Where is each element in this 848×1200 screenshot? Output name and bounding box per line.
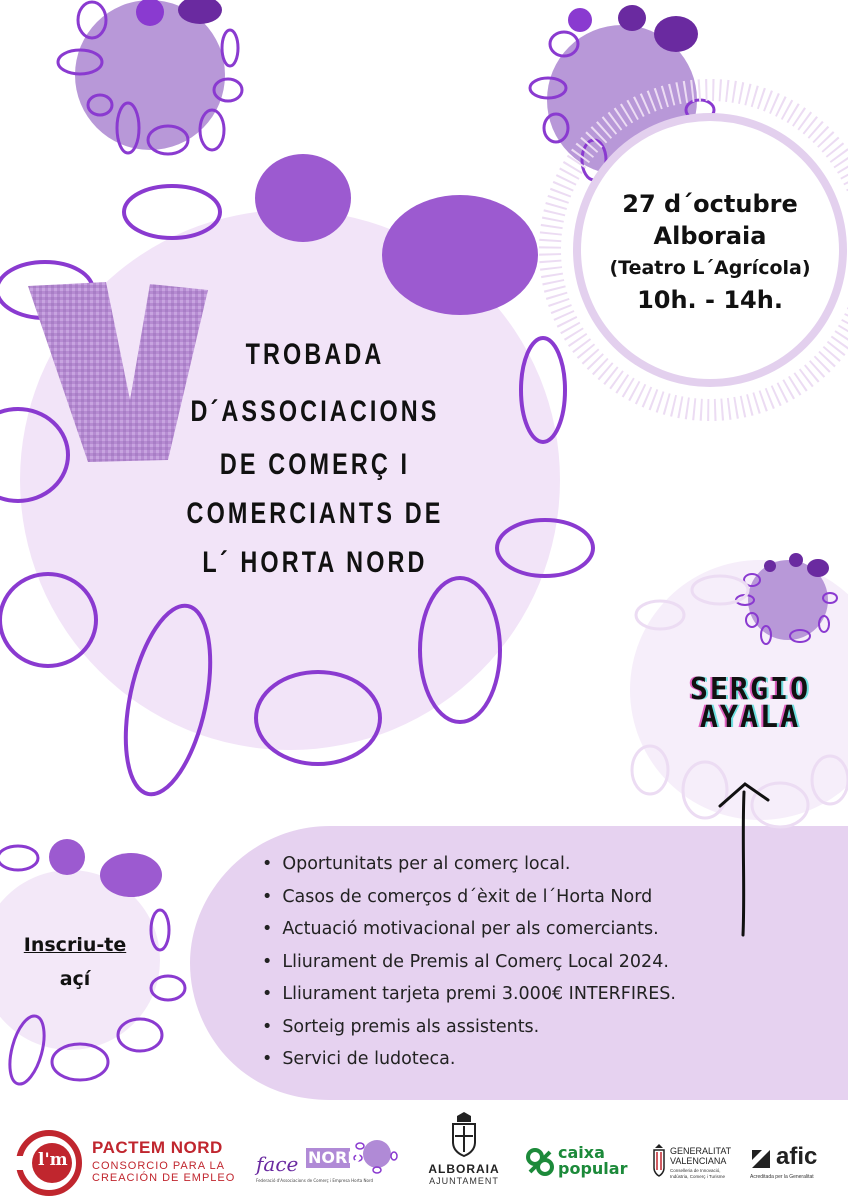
register-block — [0, 928, 150, 996]
alboraia-crest-icon — [449, 1112, 479, 1158]
list-item: • Oportunitats per al comerç local. — [262, 848, 676, 881]
caixa-popular-icon — [526, 1148, 554, 1176]
alboraia-logo — [428, 1112, 500, 1198]
title-line-3: DE COMERÇ I — [219, 448, 411, 481]
register-here: açí — [59, 968, 91, 990]
list-item: • Actuació motivacional per als comerciants. — [262, 913, 676, 946]
caixa-line2: popular — [558, 1159, 628, 1178]
benefits-list — [262, 848, 676, 1076]
generalitat-line2: VALENCIANA — [670, 1156, 727, 1166]
sponsor-logos — [0, 1100, 848, 1200]
title-line-2: D´ASSOCIACIONS — [190, 395, 440, 428]
face-sub: Federació d'Associacions de Comerç i Empresa Horta Nord — [256, 1178, 374, 1183]
list-item: • Lliurament de Premis al Comerç Local 2024. — [262, 946, 676, 979]
pactem-text — [92, 1138, 242, 1184]
event-info — [580, 188, 840, 316]
alboraia-sub: AJUNTAMENT — [429, 1176, 499, 1186]
title-line-1: TROBADA — [245, 338, 385, 371]
pactem-logo-icon — [16, 1130, 82, 1196]
speaker-name — [660, 672, 840, 735]
title-line-5: L´ HORTA NORD — [202, 546, 428, 579]
event-town: Alboraia — [653, 222, 767, 250]
speaker-first-name: SERGIO — [689, 672, 811, 707]
generalitat-emblem-icon — [652, 1144, 666, 1178]
event-venue: (Teatro L´Agrícola) — [609, 257, 811, 279]
afic-logo — [750, 1143, 834, 1186]
event-time: 10h. - 14h. — [637, 286, 783, 314]
list-item: • Servici de ludoteca. — [262, 1043, 676, 1076]
alboraia-name: ALBORAIA — [428, 1162, 500, 1176]
face-word: face — [256, 1152, 299, 1176]
afic-sub: Acreditada per la Generalitat — [750, 1174, 814, 1180]
caixa-line1: caixa — [558, 1143, 605, 1162]
afic-icon — [750, 1148, 772, 1170]
title-line-4: COMERCIANTS DE — [186, 497, 444, 530]
pactem-name: PACTEM NORD — [92, 1138, 223, 1157]
face-nord-logo — [252, 1134, 400, 1194]
list-item: • Lliurament tarjeta premi 3.000€ INTERFIRES. — [262, 978, 676, 1011]
face-nord-word: NORD — [308, 1148, 361, 1167]
generalitat-line4: Indústria, Comerç i Turisme — [670, 1174, 726, 1179]
caixa-popular-logo — [526, 1144, 646, 1184]
generalitat-logo — [652, 1144, 742, 1190]
list-item: • Casos de comerços d´èxit de l´Horta Nord — [262, 881, 676, 914]
afic-name: afic — [776, 1143, 818, 1170]
register-link[interactable]: Inscriu-te — [23, 934, 127, 956]
pactem-line2: CREACIÓN DE EMPLEO — [92, 1172, 236, 1184]
list-item: • Sorteig premis als assistents. — [262, 1011, 676, 1044]
pactem-mark: l'm — [38, 1150, 68, 1170]
event-date: 27 d´octubre — [622, 190, 798, 218]
generalitat-line3: Conselleria de Innovació, — [670, 1168, 721, 1173]
pactem-line1: CONSORCIO PARA LA — [92, 1160, 225, 1172]
speaker-last-name: AYALA — [699, 700, 801, 735]
generalitat-line1: GENERALITAT — [670, 1146, 732, 1156]
